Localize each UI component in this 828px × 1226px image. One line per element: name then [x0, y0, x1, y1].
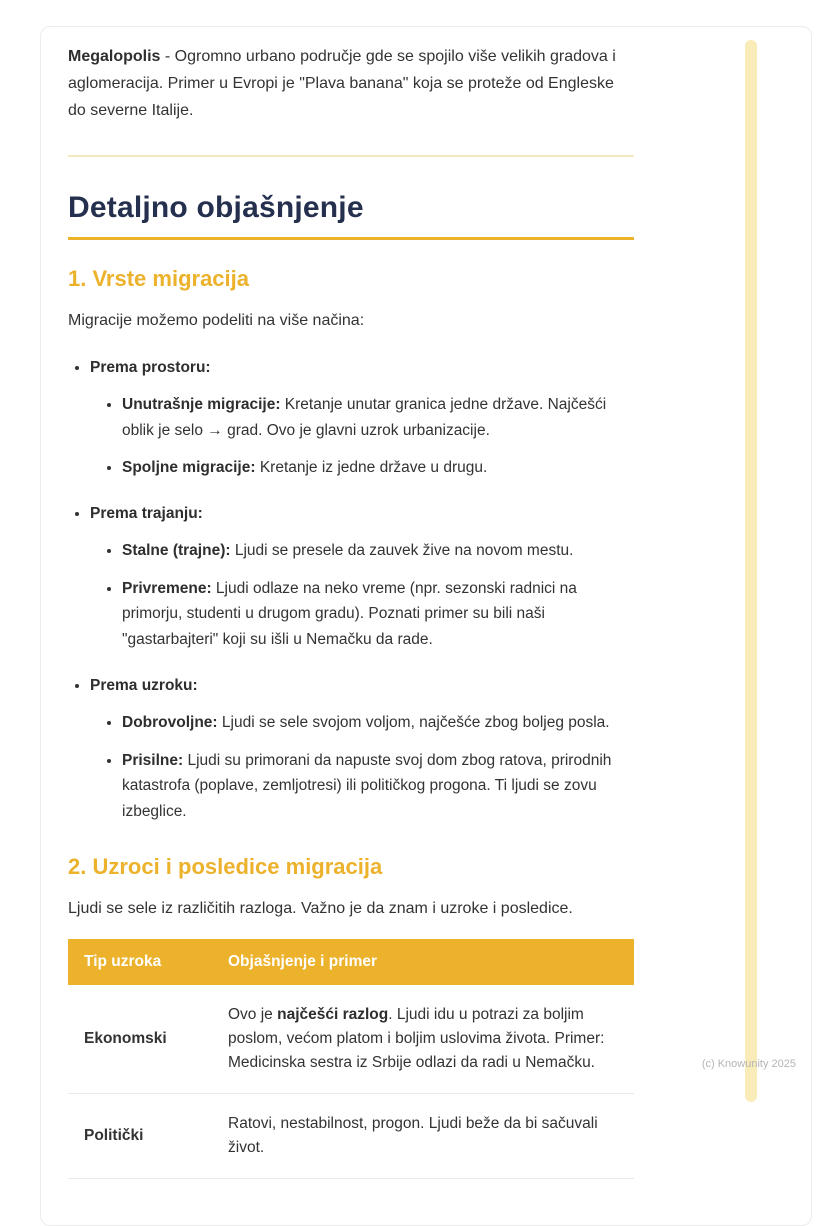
list-item [122, 538, 634, 564]
list-item [122, 576, 634, 653]
scroll-indicator[interactable] [745, 40, 757, 1102]
table-row [68, 985, 634, 1094]
intro-text: - Ogromno urbano područje gde se spojilo više velikih gradova i aglomeracija. Primer u Evropi je "Plava banana" koja se proteže od Engleske do severne Italije. [68, 48, 616, 119]
list-item-text: Ljudi su primorani da napuste svoj dom zbog ratova, prirodnih katastrofa (poplave, zemljotresi) ili političkog progona. Ti ljudi se zovu izbeglice. [122, 751, 612, 820]
intro-paragraph [68, 44, 634, 125]
row-description-cell [212, 1094, 634, 1179]
sub-list [90, 538, 634, 652]
cell-text: . Ljudi idu u potrazi za boljim poslom, većom platom i boljim uslovima života. Primer: Medicinska sestra iz Srbije odlazi da radi u Nemačku. [228, 1006, 605, 1072]
section-2-heading: 2. Uzroci i posledice migracija [68, 854, 383, 880]
page-title: Detaljno objašnjenje [68, 191, 634, 240]
list-item-term: Prisilne: [122, 751, 184, 769]
list-group [90, 355, 634, 481]
table-row [68, 1094, 634, 1179]
list-item-term: Dobrovoljne: [122, 714, 218, 732]
sub-list [90, 392, 634, 481]
list-group-label: Prema prostoru: [90, 358, 211, 376]
document-content [68, 44, 634, 1179]
table-header-cell: Objašnjenje i primer [212, 939, 634, 985]
list-item-term: Privremene: [122, 579, 212, 597]
section-2-intro: Ljudi se sele iz različitih razloga. Važno je da znam i uzroke i posledice. [68, 900, 573, 918]
causes-table [68, 939, 634, 1179]
cell-bold-text: najčešći razlog [277, 1006, 389, 1024]
list-item-text: Ljudi se sele svojom voljom, najčešće zbog boljeg posla. [217, 714, 610, 732]
list-group [90, 673, 634, 825]
cell-text: Ratovi, nestabilnost, progon. Ljudi beže da bi sačuvali život. [228, 1115, 598, 1157]
list-item-text: Kretanje iz jedne države u drugu. [255, 459, 488, 477]
row-description-cell [212, 985, 634, 1094]
cell-text: Ovo je [228, 1006, 278, 1024]
watermark: (c) Knowunity 2025 [701, 1058, 796, 1070]
list-group-label: Prema uzroku: [90, 676, 198, 694]
list-item-term: Stalne (trajne): [122, 542, 231, 560]
sub-list [90, 710, 634, 824]
section-1-heading: 1. Vrste migracija [68, 265, 249, 291]
list-group [90, 501, 634, 653]
list-item-text: Ljudi se presele da zauvek žive na novom mestu. [230, 542, 574, 560]
list-item [122, 392, 634, 443]
list-item-term: Spoljne migracije: [122, 459, 256, 477]
table-header-row [68, 939, 634, 985]
list-item [122, 748, 634, 825]
list-item-term: Unutrašnje migracije: [122, 396, 281, 414]
section-1-intro: Migracije možemo podeliti na više načina: [68, 311, 365, 329]
row-type-cell: Politički [68, 1094, 212, 1179]
list-item-text: Ljudi odlaze na neko vreme (npr. sezonski radnici na primorju, studenti u drugom gradu). Poznati primer su bili naši "gastarbajteri" koji su išli u Nemačku da rade. [122, 579, 577, 648]
list-item [122, 710, 634, 736]
list-item [122, 455, 634, 481]
list-item-text: Kretanje unutar granica jedne države. Najčešći oblik je selo → grad. Ovo je glavni uzrok urbanizacije. [122, 396, 607, 439]
list-group-label: Prema trajanju: [90, 504, 203, 522]
section-divider [68, 155, 634, 157]
table-header-cell: Tip uzroka [68, 939, 212, 985]
intro-term: Megalopolis [68, 48, 161, 65]
row-type-cell: Ekonomski [68, 985, 212, 1094]
migration-types-list [68, 355, 634, 825]
